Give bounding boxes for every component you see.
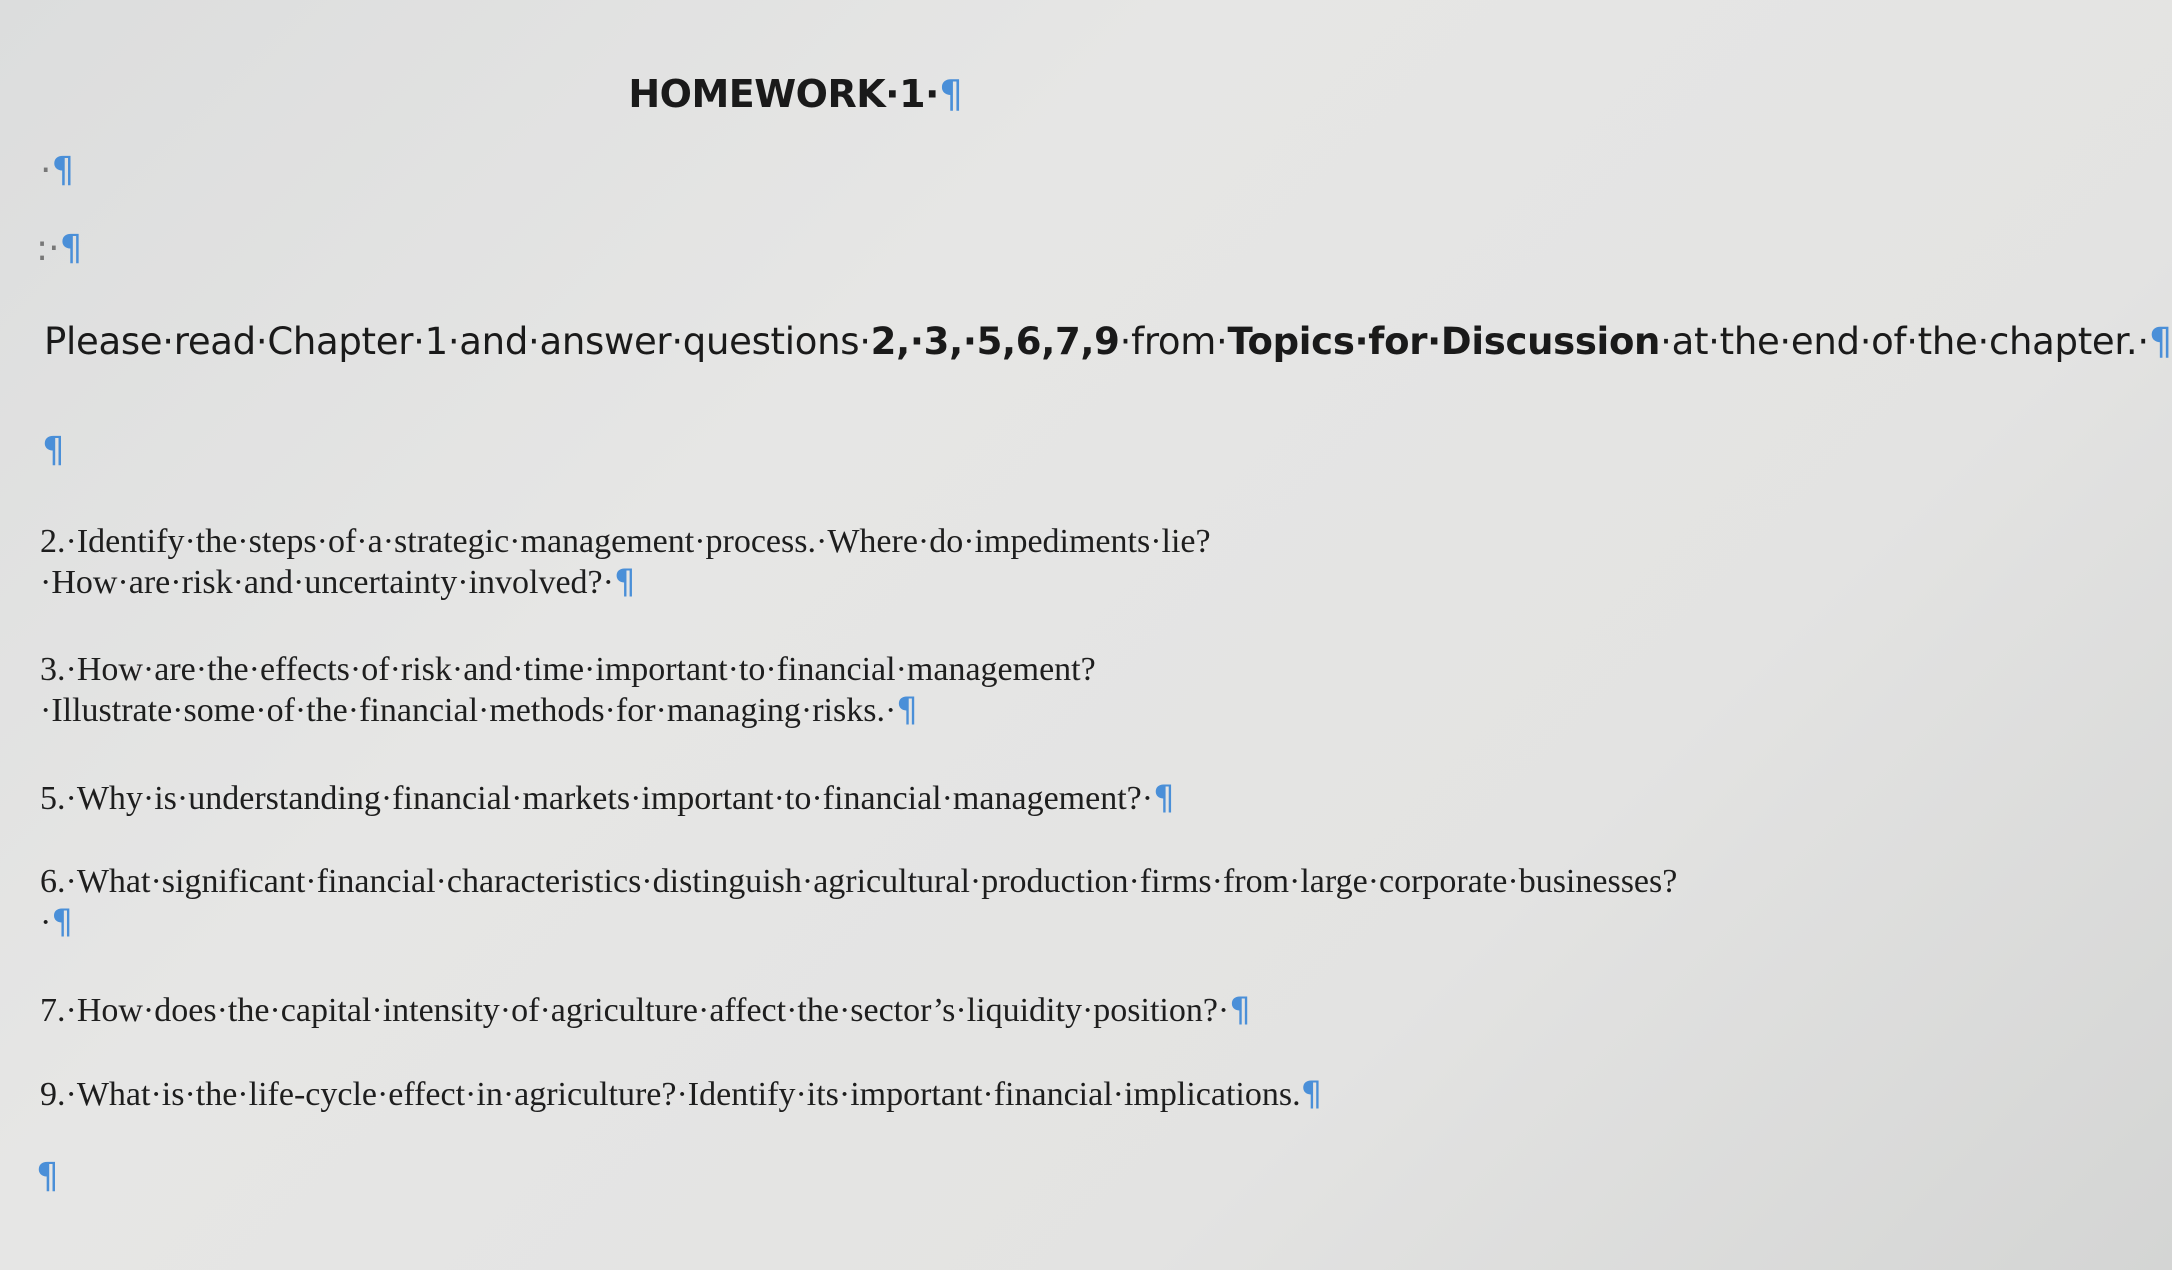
question-numbers: 2,·3,·5,6,7,9	[870, 320, 1120, 363]
question-item	[40, 650, 1500, 731]
question-text: 3.·How·are·the·effects·of·risk·and·time·important·to·financial·management?·Illustrate·some·of·the·financial·methods·for·managing·risks.·	[40, 651, 1096, 729]
intro-text: ·from·	[1119, 320, 1228, 363]
document-title	[0, 72, 1591, 116]
question-text: 7.·How·does·the·capital·intensity·of·agriculture·affect·the·sector’s·liquidity·position?·	[40, 992, 1230, 1029]
instructions-paragraph	[44, 312, 2172, 372]
question-item	[40, 522, 1500, 603]
space-mark: :·	[36, 228, 60, 269]
pilcrow-mark: ¶	[51, 150, 75, 191]
pilcrow-mark: ¶	[1153, 778, 1175, 818]
question-item	[40, 862, 1678, 943]
pilcrow-mark: ¶	[42, 430, 65, 471]
empty-paragraph	[36, 1156, 59, 1197]
pilcrow-mark: ¶	[1300, 1074, 1323, 1114]
question-text: 9.·What·is·the·life-cycle·effect·in·agriculture?·Identify·its·important·financial·implications.	[40, 1076, 1301, 1113]
space-mark: ·	[40, 150, 52, 191]
pilcrow-mark: ¶	[2148, 320, 2172, 363]
question-item	[40, 990, 1500, 1031]
pilcrow-mark: ¶	[36, 1156, 59, 1197]
question-text: 2.·Identify·the·steps·of·a·strategic·management·process.·Where·do·impediments·lie?·How·are·risk·and·uncertainty·involved?·	[40, 523, 1211, 601]
pilcrow-mark: ¶	[51, 902, 73, 942]
intro-text: ·at·the·end·of·the·chapter.·	[1660, 320, 2149, 363]
question-item	[40, 778, 1500, 819]
empty-paragraph	[36, 228, 82, 269]
pilcrow-mark: ¶	[938, 72, 963, 116]
pilcrow-mark: ¶	[613, 562, 636, 602]
empty-paragraph	[40, 150, 74, 191]
empty-paragraph	[42, 430, 65, 471]
intro-text: Please·read·Chapter·1·and·answer·questions·	[44, 320, 871, 363]
pilcrow-mark: ¶	[59, 228, 83, 269]
title-text: HOMEWORK·1·	[628, 72, 939, 116]
discussion-label: Discussion	[1440, 320, 1661, 363]
question-item	[40, 1074, 1500, 1115]
question-text: 6.·What·significant·financial·characteristics·distinguish·agricultural·production·firms·from·large·corporate·businesses?·	[40, 863, 1678, 941]
pilcrow-mark: ¶	[1229, 990, 1251, 1030]
topics-label: Topics·for·	[1227, 320, 1441, 363]
question-text: 5.·Why·is·understanding·financial·markets·important·to·financial·management?·	[40, 780, 1154, 817]
pilcrow-mark: ¶	[896, 690, 918, 730]
